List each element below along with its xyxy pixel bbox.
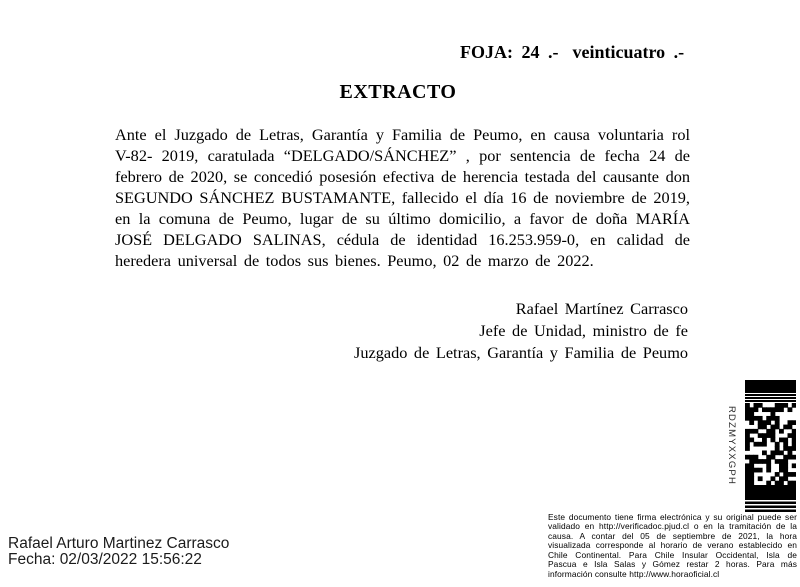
barcode-code-text: RDZMYXXGPH (726, 406, 737, 486)
barcode-stripes-top (745, 393, 796, 403)
signer-date: Fecha: 02/03/2022 15:56:22 (8, 550, 202, 568)
body-line: JOSÉ DELGADO SALINAS, cédula de identidad 16.253.959-0, en calidad de (115, 230, 690, 249)
signature-block (115, 298, 688, 364)
pdf417-barcode (745, 380, 796, 512)
body-line: V-82- 2019, caratulada “DELGADO/SÁNCHEZ” , por sentencia de fecha 24 de (115, 146, 690, 165)
body-line: en la comuna de Peumo, lugar de su último domicilio, a favor de doña MARÍA (115, 209, 690, 228)
signatory-name: Rafael Martínez Carrasco (515, 299, 688, 318)
legal-notice-line: causa. A contar del 05 de septiembre de 2021, la hora (548, 530, 797, 541)
body-line: heredera universal de todos sus bienes. Peumo, 02 de marzo de 2022. (115, 251, 594, 270)
signatory-court: Juzgado de Letras, Garantía y Familia de Peumo (354, 343, 688, 362)
foja-line (460, 42, 684, 63)
foja-number: FOJA: 24 .- (460, 42, 559, 62)
body-line: Ante el Juzgado de Letras, Garantía y Familia de Peumo, en causa voluntaria rol (115, 125, 690, 144)
legal-notice-line: Pascua e Isla Salas y Gómez restar 2 horas. Para más (548, 559, 797, 570)
legal-notice-line: Este documento tiene firma electrónica y su original puede ser (548, 512, 797, 522)
signer-info (8, 536, 229, 567)
signer-name: Rafael Arturo Martinez Carrasco (8, 535, 230, 552)
legal-notice-line: Chile Continental. Para Chile Insular Occidental, Isla de (548, 549, 797, 560)
body-paragraph (115, 124, 690, 271)
barcode-start-block (745, 380, 796, 393)
legal-notice (548, 513, 797, 579)
barcode-noise (745, 403, 796, 485)
page-title: EXTRACTO (339, 81, 457, 103)
legal-notice-line: información consulte http://www.horaoficial.cl (548, 568, 720, 579)
body-line: febrero de 2020, se concedió posesión efectiva de herencia testada del causante don (115, 167, 690, 186)
barcode-stripes-bottom (745, 500, 796, 512)
foja-words: veinticuatro .- (572, 42, 685, 62)
legal-notice-line: validado en http://verificadoc.pjud.cl o en la tramitación de la (548, 521, 797, 532)
barcode-group (724, 380, 796, 512)
barcode-end-block (745, 485, 796, 500)
signatory-role: Jefe de Unidad, ministro de fe (479, 321, 688, 340)
body-line: SEGUNDO SÁNCHEZ BUSTAMANTE, fallecido el día 16 de noviembre de 2019, (115, 188, 690, 207)
legal-notice-line: visualizada corresponde al horario de verano establecido en (548, 540, 797, 551)
